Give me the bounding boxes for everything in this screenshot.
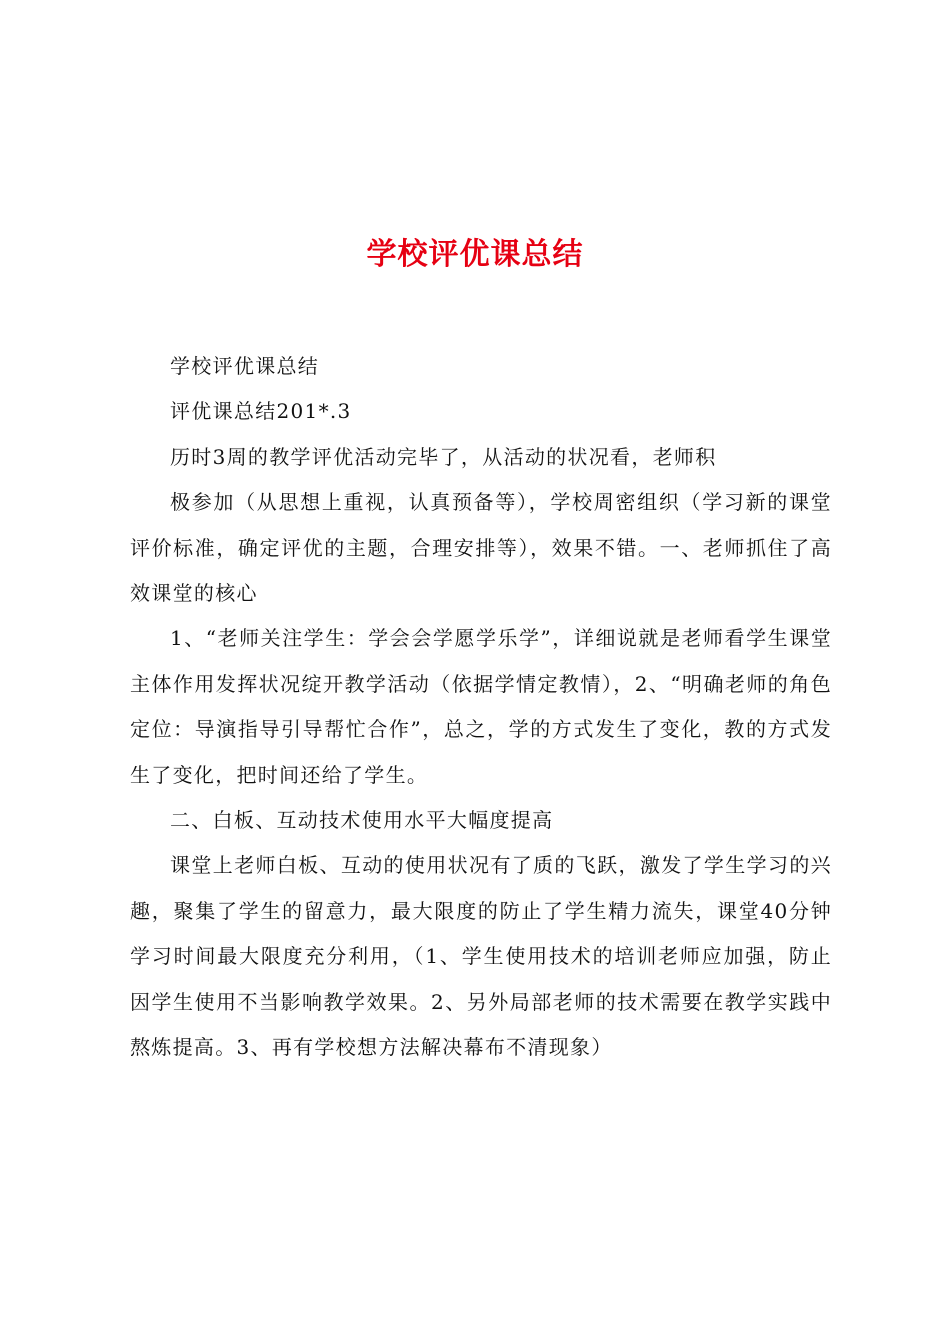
paragraph-core-points: 1、“老师关注学生：学会会学愿学乐学”，详细说就是老师看学生课堂主体作用发挥状况绽开教学活动（依据学情定教情），2、“明确老师的角色定位：导演指导引导帮忙合作”，总之，学的方式发生了变化，教的方式发生了变化，把时间还给了学生。 [130, 626, 832, 787]
document-title: 学校评优课总结 [366, 237, 584, 273]
paragraph-section-two-heading: 二、白板、互动技术使用水平大幅度提高 [170, 808, 554, 833]
paragraph-participation: 极参加（从思想上重视，认真预备等），学校周密组织（学习新的课堂评价标准，确定评优的主题，合理安排等），效果不错。一、老师抓住了高效课堂的核心 [130, 490, 832, 606]
paragraph-subtitle: 学校评优课总结 [170, 354, 320, 378]
document-body [130, 344, 832, 1071]
paragraph-intro: 历时3周的教学评优活动完毕了，从活动的状况看，老师积 [170, 444, 717, 469]
paragraph-date: 评优课总结201*.3 [170, 399, 352, 424]
paragraph-technology-use: 课堂上老师白板、互动的使用状况有了质的飞跃，激发了学生学习的兴趣，聚集了学生的留意力，最大限度的防止了学生精力流失，课堂40分钟学习时间最大限度充分利用，（1、学生使用技术的培训老师应加强，防止因学生使用不当影响教学效果。2、另外局部老师的技术需要在教学实践中熬炼提高。3、再有学校想方法解决幕布不清现象） [130, 853, 832, 1060]
